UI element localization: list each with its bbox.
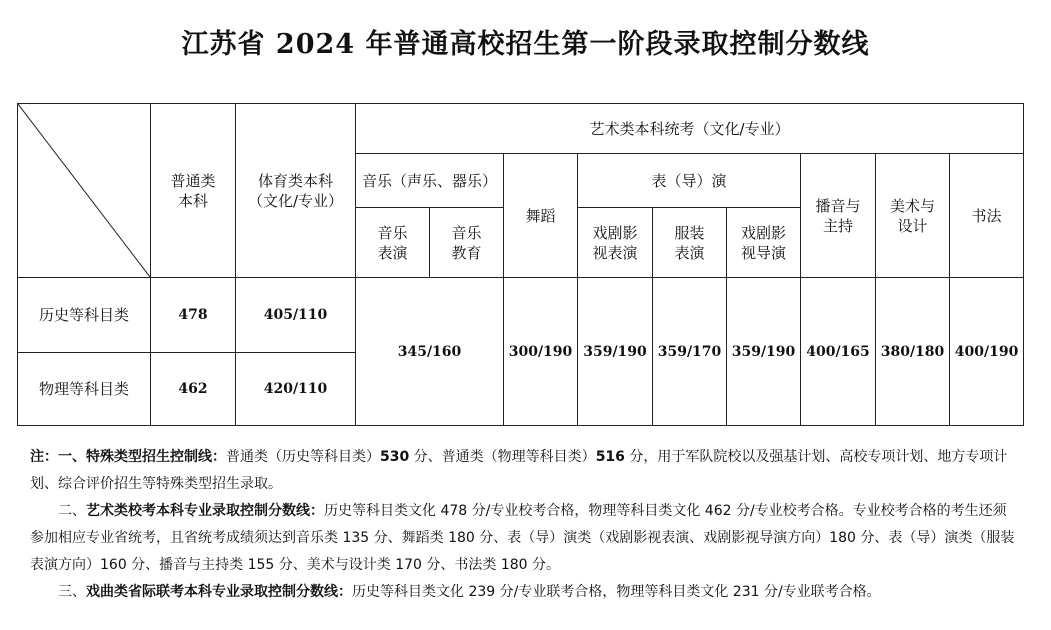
note-2-heading: 艺术类校考本科专业录取控制分数线： xyxy=(86,503,324,519)
drama-director-score: 359/190 xyxy=(727,278,801,426)
note-2: 二、艺术类校考本科专业录取控制分数线：历史等科目类文化 478 分/专业校考合格，物理等科目类文化 462 分/专业校考合格。专业校考合格的考生还须参加相应专业省统考，且省统考成绩须达到音乐类 135 分、舞蹈类 180 分、表（导）演类（戏剧影视表演、戏剧影视导演方向）180 分、表（导）演类（服装表演方向）160 分、播音与主持类 155 分、美术与设计类 170 分、书法类 180 分。 xyxy=(30,503,1015,573)
header-fine-arts: 美术与 设计 xyxy=(876,154,950,278)
header-drama-director: 戏剧影 视导演 xyxy=(727,208,801,278)
drama-film-score: 359/190 xyxy=(578,278,653,426)
header-broadcast: 播音与 主持 xyxy=(801,154,876,278)
page-title: 江苏省 2024 年普通高校招生第一阶段录取控制分数线 xyxy=(181,29,870,60)
notes xyxy=(30,444,1015,606)
note-3-heading: 戏曲类省际联考本科专业录取控制分数线： xyxy=(86,584,352,600)
costume-score: 359/170 xyxy=(653,278,727,426)
music-score: 345/160 xyxy=(356,278,504,426)
diagonal-line xyxy=(18,104,150,277)
header-dance: 舞蹈 xyxy=(504,154,578,278)
broadcast-score: 400/165 xyxy=(801,278,876,426)
header-drama-film: 戏剧影 视表演 xyxy=(578,208,653,278)
note-1-heading: 特殊类型招生控制线： xyxy=(86,449,226,465)
dance-score: 300/190 xyxy=(504,278,578,426)
header-sports: 体育类本科 （文化/专业） xyxy=(236,104,356,278)
row-label-physics: 物理等科目类 xyxy=(18,353,151,426)
header-general: 普通类 本科 xyxy=(151,104,236,278)
physics-sports-score: 420/110 xyxy=(236,353,356,426)
history-general-score: 478 xyxy=(151,278,236,353)
header-calligraphy: 书法 xyxy=(950,154,1024,278)
score-table xyxy=(17,103,1024,426)
header-performance: 表（导）演 xyxy=(578,154,801,208)
header-costume: 服装 表演 xyxy=(653,208,727,278)
note-1: 注：一、特殊类型招生控制线：普通类（历史等科目类）530 分、普通类（物理等科目类）516 分，用于军队院校以及强基计划、高校专项计划、地方专项计划、综合评价招生等特殊类型招生录取。 xyxy=(30,449,1008,492)
table-row xyxy=(18,278,1024,353)
header-music-performance: 音乐 表演 xyxy=(356,208,430,278)
fine-arts-score: 380/180 xyxy=(876,278,950,426)
header-arts: 艺术类本科统考（文化/专业） xyxy=(356,104,1024,154)
header-music-education: 音乐 教育 xyxy=(430,208,504,278)
calligraphy-score: 400/190 xyxy=(950,278,1024,426)
note-3: 三、戏曲类省际联考本科专业录取控制分数线：历史等科目类文化 239 分/专业联考合格，物理等科目类文化 231 分/专业联考合格。 xyxy=(58,584,881,600)
diagonal-header-cell xyxy=(18,104,151,278)
physics-general-score: 462 xyxy=(151,353,236,426)
history-sports-score: 405/110 xyxy=(236,278,356,353)
header-music: 音乐（声乐、器乐） xyxy=(356,154,504,208)
row-label-history: 历史等科目类 xyxy=(18,278,151,353)
